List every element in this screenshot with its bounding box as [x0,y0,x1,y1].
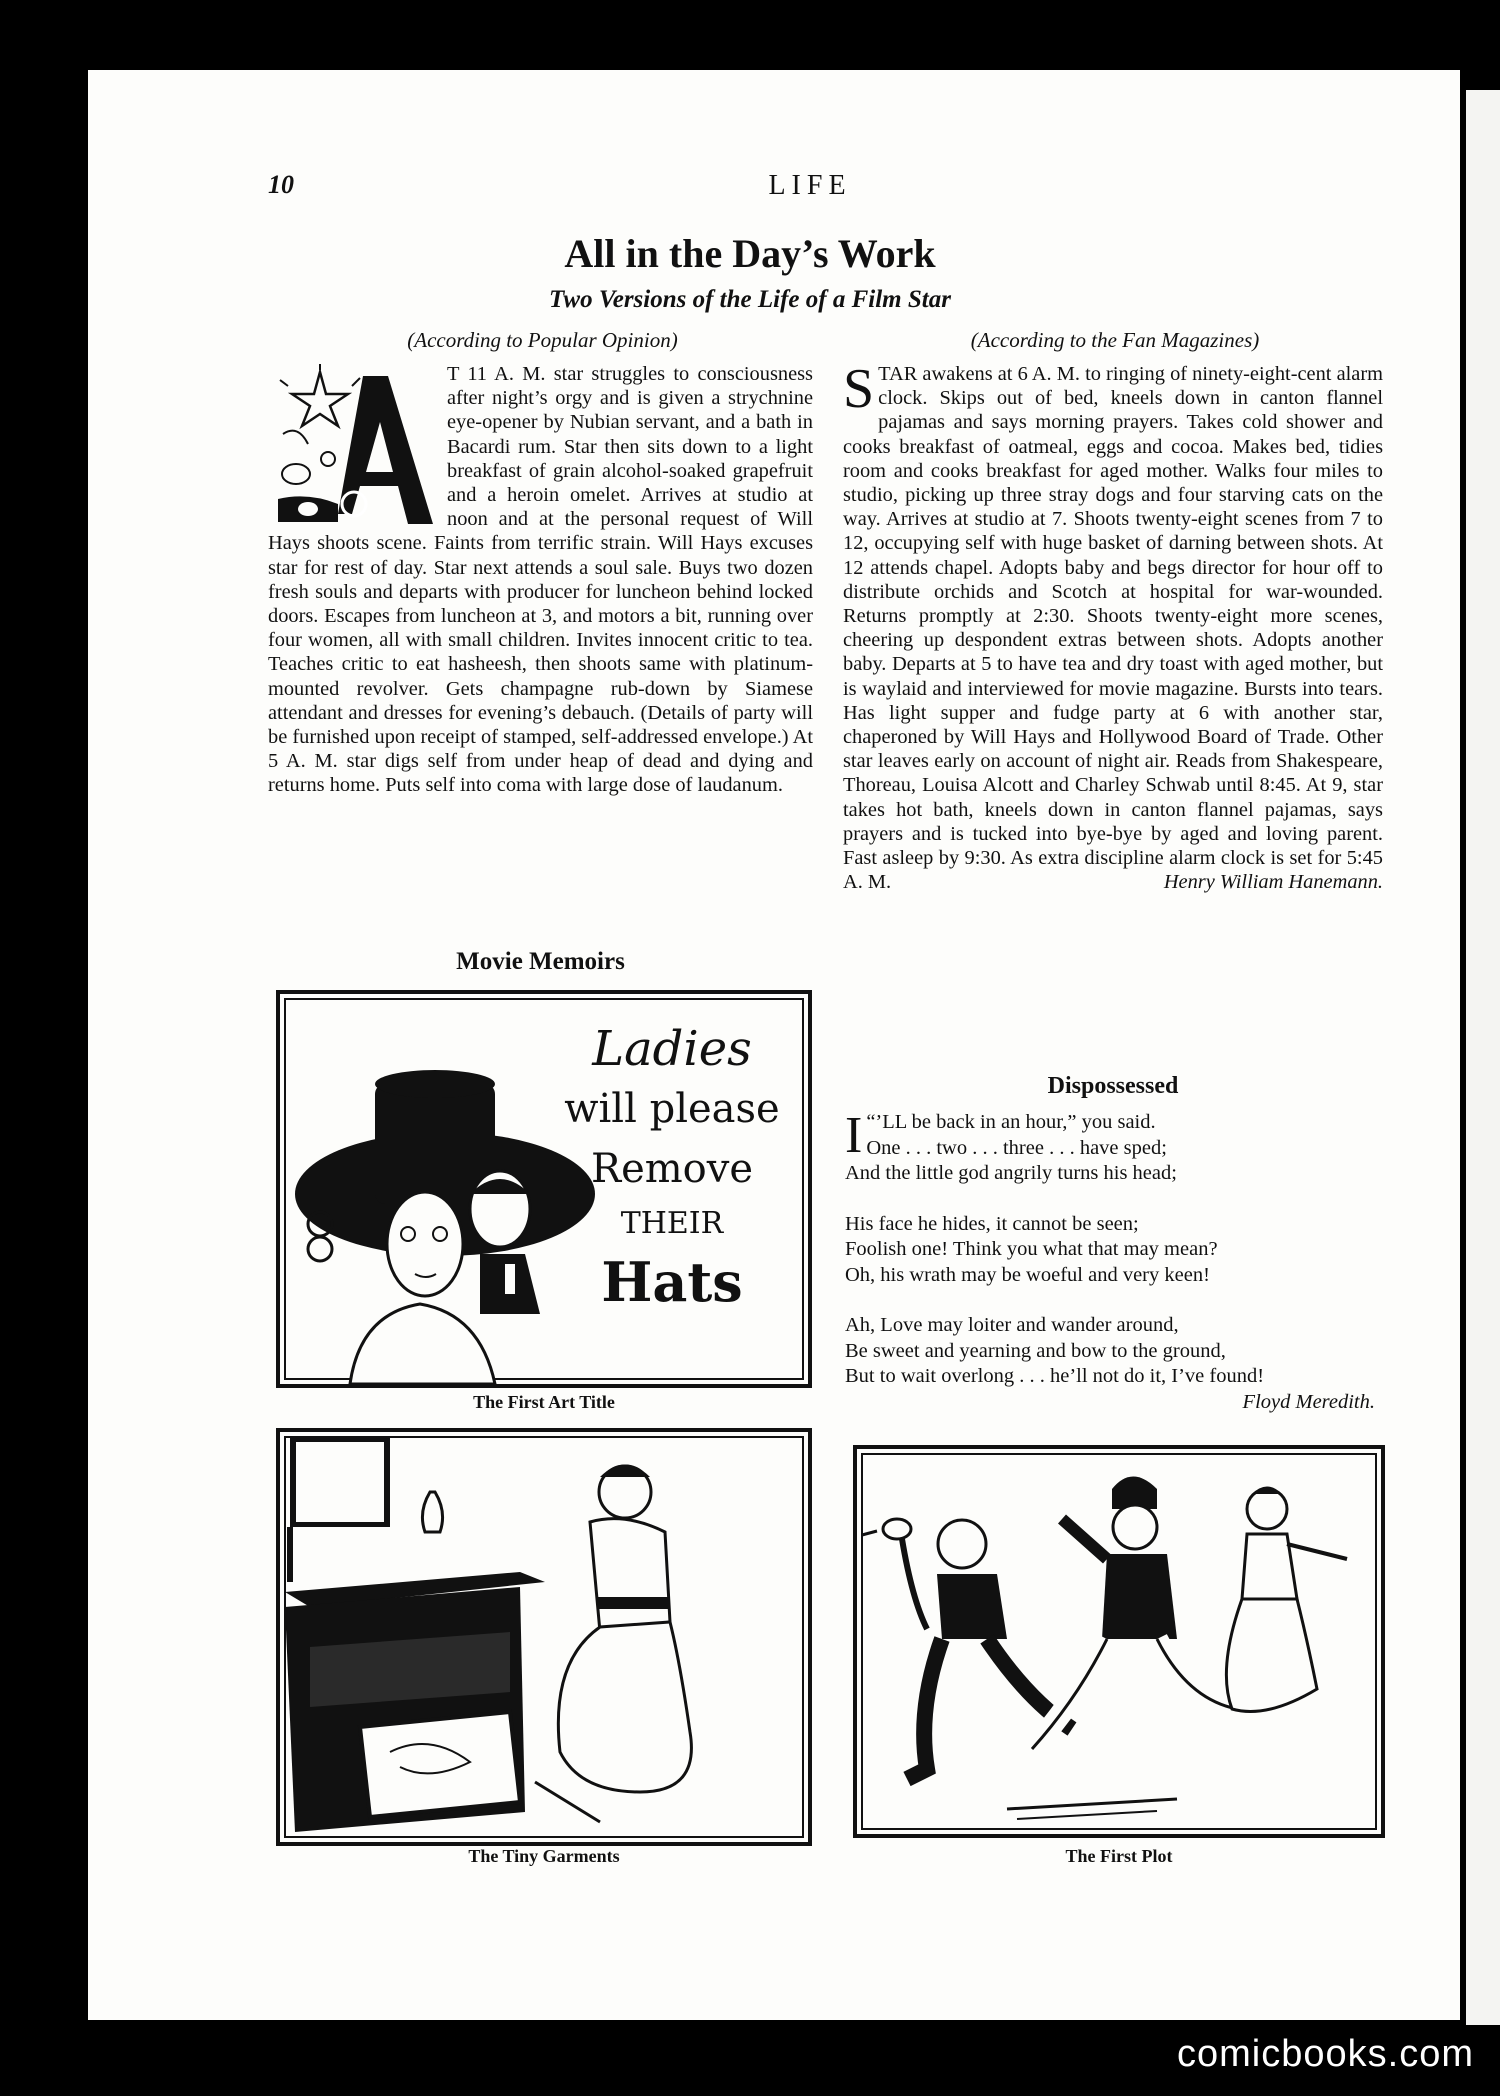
art-title-line-5: Hats [601,1250,743,1314]
panel-tiny-garments [276,1428,812,1846]
drop-cap-a-illustration [268,364,433,524]
article-title: All in the Day’s Work [564,231,936,276]
right-byline: (According to the Fan Magazines) [970,328,1260,352]
art-title-line-1: Ladies [592,1021,752,1077]
watermark: comicbooks.com [1177,2033,1474,2075]
poem-body [845,1107,1385,1415]
page-number: 10 [268,170,294,199]
article-subtitle: Two Versions of the Life of a Film Star [549,286,951,313]
poem-line: Be sweet and yearning and bow to the ground, [845,1339,1226,1362]
art-title-line-4: THEIR [620,1206,724,1241]
next-page-edge [1466,90,1500,2025]
left-article-text: T 11 A. M. star struggles to consciousness after night’s orgy and is given a strychnine eye-opener by Nubian servant, and a bath in Bacardi rum. Star then sits down to a light breakfast of grain alcohol-soaked grapefruit and a heroin omelet. Arrives at studio at noon and at the personal request of Will Hays shoots scene. Faints from terrific strain. Will Hays excuses star for rest of day. Star next attends a soul sale. Buys two dozen fresh souls and departs with producer for luncheon behind locked doors. Escapes from luncheon at 3, and motors a bit, running over four women, all with small children. Invites innocent critic to tea. Teaches critic to eat hasheesh, then shoots same with platinum-mounted revolver. Gets champagne rub-down by Siamese attendant and dresses for evening’s debauch. (Details of party will be furnished upon receipt of stamped, self-addressed envelope.) At 5 A. M. star digs self from under heap of dead and dying and returns home. Puts self into coma with large dose of laudanum. [268,363,813,797]
left-column [268,362,813,798]
right-article-text: TAR awakens at 6 A. M. to ringing of ninety-eight-cent alarm clock. Skips out of bed, kneels down in canton flannel pajamas and says morning prayers. Takes cold shower and cooks breakfast of oatmeal, eggs and cocoa. Makes bed, tidies room and cooks breakfast for aged mother. Walks four miles to studio, picking up three stray dogs and four starving cats on the way. Arrives at studio at 7. Shoots twenty-eight scenes from 7 to 12, occupying self with huge basket of darning between shots. At 12 attends chapel. Adopts baby and begs director for hour off to distribute orchids and Scotch at hospital for war-wounded. Returns promptly at 2:30. Shoots twenty-eight more scenes, cheering up despondent extras between shots. Adopts another baby. Departs at 5 to have tea and dry toast with aged mother, but is waylaid and interviewed for movie magazine. Bursts into tears. Has light supper and fudge party at 6 with another star, chaperoned by Will Hays and Hollywood Board of Trade. Other star leaves early on account of night air. Reads from Shakespeare, Thoreau, Louisa Alcott and Charley Schwab until 8:45. At 9, star takes hot bath, kneels down in canton flannel pajamas, says prayers and is tucked into bye-bye by aged and loving parent. Fast asleep by 9:30. As extra discipline alarm clock is set for 5:45 A. M. [843,363,1383,894]
poem-line: Ah, Love may loiter and wander around, [845,1314,1179,1336]
caption-tiny-garments: The Tiny Garments [468,1846,620,1866]
poem-author: Floyd Meredith. [1242,1390,1375,1413]
poem-line: One . . . two . . . three . . . have sped; [866,1136,1167,1159]
art-title-line-2: will please [564,1086,780,1132]
poem-line: Oh, his wrath may be woeful and very keen! [845,1263,1210,1286]
art-title-lettering [542,1019,802,1315]
poem-line: “’LL be back in an hour,” you said. [866,1111,1156,1133]
poem-line: But to wait overlong . . . he’ll not do it, I’ve found! [845,1365,1265,1387]
panel-first-plot [853,1445,1385,1838]
poem-heading: Dispossessed [1047,1073,1179,1099]
left-byline: (According to Popular Opinion) [407,328,678,352]
panel-art-title [276,990,812,1388]
poem-line: Foolish one! Think you what that may mean? [845,1238,1218,1260]
art-title-line-3: Remove [590,1146,754,1192]
poem-line: And the little god angrily turns his head; [845,1162,1177,1184]
drop-cap-s: S [843,358,875,420]
poem-line: His face he hides, it cannot be seen; [845,1212,1139,1235]
right-column [843,358,1383,895]
caption-first-art-title: The First Art Title [473,1392,615,1412]
caption-first-plot: The First Plot [1065,1846,1173,1866]
poem-drop-cap: I [845,1107,863,1164]
right-author: Henry William Hanemann. [1163,871,1383,894]
movie-memoirs-heading: Movie Memoirs [456,948,625,975]
magazine-title: LIFE [768,170,852,201]
